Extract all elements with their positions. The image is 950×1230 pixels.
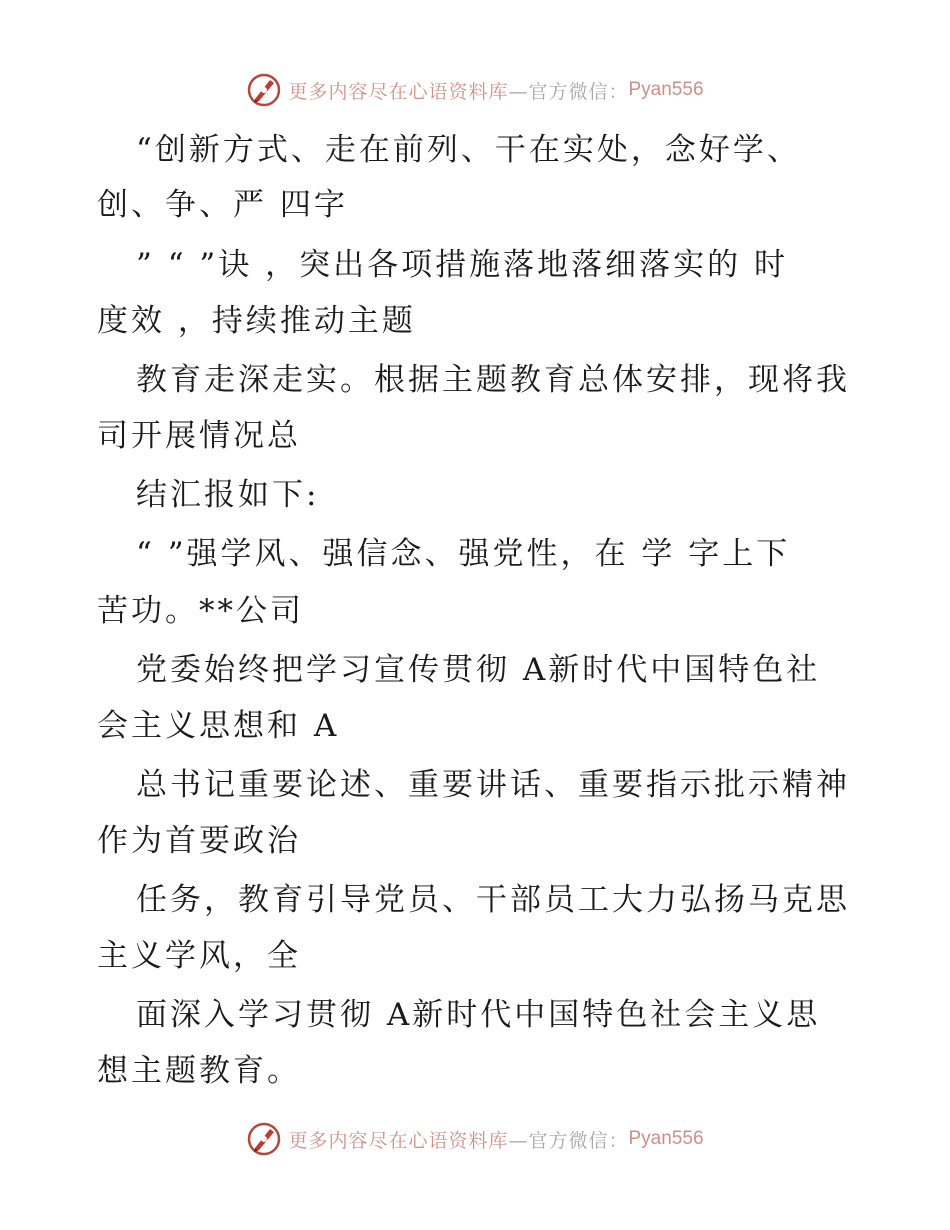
text-line: ” “ ”诀 ，突出各项措施落地落细落实的 时 xyxy=(136,247,788,283)
text-line: 任务，教育引导党员、干部员工大力弘扬马克思 xyxy=(136,882,850,918)
footer-watermark xyxy=(0,1119,950,1159)
watermark-wechat-id: Pyan556 xyxy=(628,79,704,100)
text-line: 党委始终把学习宣传贯彻 A新时代中国特色社 xyxy=(136,652,821,688)
watermark-brand: 更多内容尽在心语资料库 xyxy=(288,80,509,103)
watermark-separator: —官方微信： xyxy=(508,1129,629,1152)
text-line: 创、争、严 四字 xyxy=(97,187,348,223)
watermark-brand: 更多内容尽在心语资料库 xyxy=(288,1129,509,1152)
text-line: 苦功。**公司 xyxy=(97,593,304,629)
text-line: 教育走深走实。根据主题教育总体安排，现将我 xyxy=(136,362,850,398)
text-line: 面深入学习贯彻 A新时代中国特色社会主义思 xyxy=(136,997,821,1033)
text-line: 想主题教育。 xyxy=(97,1053,301,1089)
text-line: 作为首要政治 xyxy=(97,823,301,859)
quill-pen-logo-icon xyxy=(246,1121,282,1157)
text-line: 度效 ，持续推动主题 xyxy=(97,303,416,339)
text-line: 主义学风，全 xyxy=(97,938,301,974)
text-line: 会主义思想和 A xyxy=(97,708,340,744)
watermark-separator: —官方微信： xyxy=(508,80,629,103)
watermark-wechat-id: Pyan556 xyxy=(628,1128,704,1149)
text-line: 司开展情况总 xyxy=(97,418,301,454)
text-line: 总书记重要论述、重要讲话、重要指示批示精神 xyxy=(136,767,850,803)
text-line: 结汇报如下: xyxy=(136,477,320,513)
text-line: “ ”强学风、强信念、强党性，在 学 字上下 xyxy=(136,536,791,572)
text-line: “创新方式、走在前列、干在实处，念好学、 xyxy=(136,132,801,168)
